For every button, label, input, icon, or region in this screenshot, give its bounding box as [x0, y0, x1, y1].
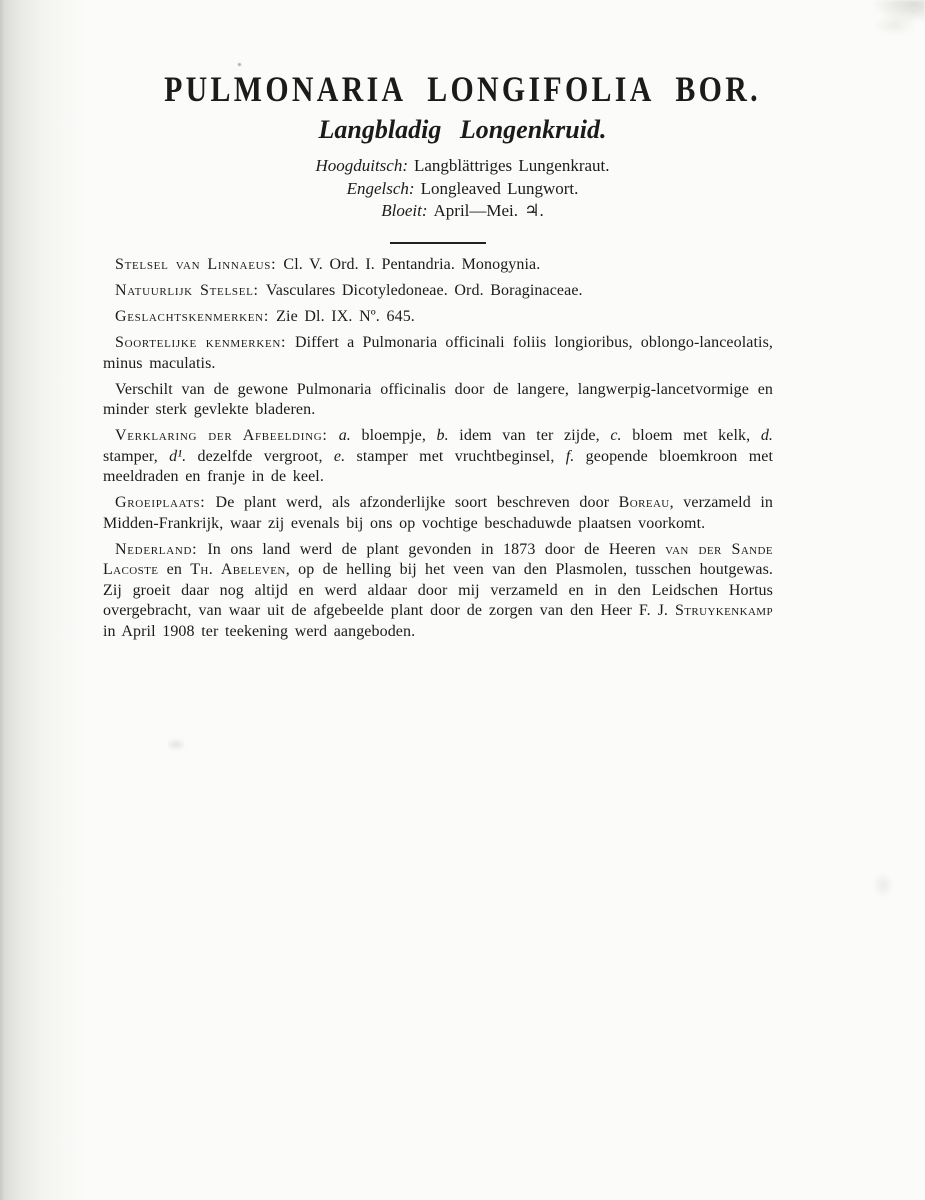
text-segment: idem van ter zijde, — [448, 427, 611, 444]
paragraph — [103, 426, 773, 488]
text-segment: c. — [610, 427, 622, 444]
text-segment: stamper met vruchtbeginsel, — [345, 447, 566, 465]
paragraph — [103, 380, 773, 421]
text-segment: Differt a Pulmonaria officinali foliis longioribus, oblongo-lanceolatis, minus maculatis. — [103, 334, 773, 372]
paper-smudge — [166, 738, 186, 751]
text-segment: Zie Dl. IX. Nº. 645. — [276, 308, 415, 325]
ink-speck — [238, 63, 241, 66]
page-title: PULMONARIA LONGIFOLIA BOR. — [164, 69, 761, 109]
text-segment: Vasculares Dicotyledoneae. Ord. Boraginaceae. — [265, 282, 583, 299]
text-segment: Soortelijke kenmerken: — [115, 334, 295, 351]
language-value: Longleaved Lungwort. — [420, 178, 579, 198]
text-segment: Natuurlijk Stelsel: — [115, 282, 266, 299]
divider-rule — [390, 242, 486, 244]
paragraph — [103, 281, 773, 302]
scan-corner-texture — [850, 0, 925, 45]
text-segment: d. — [760, 427, 774, 444]
text-segment: Cl. V. Ord. I. Pentandria. Monogynia. — [283, 256, 541, 273]
text-segment: De plant werd, als afzonderlijke soort beschreven door — [215, 494, 619, 511]
text-segment: stamper, — [103, 447, 170, 465]
text-segment: Nederland: — [115, 540, 208, 558]
text-segment: Verschilt van de gewone Pulmonaria officinalis door de langere, langwerpig-lancetvormige en minder sterk gevlekte bladeren. — [103, 380, 773, 418]
heading-block — [0, 69, 925, 244]
text-segment: geopende bloemkroon met meeldraden en franje in de keel. — [103, 447, 773, 485]
paragraph — [103, 540, 773, 643]
language-value: April—Mei. ♃. — [433, 201, 544, 220]
body-text — [103, 255, 773, 642]
language-block — [0, 155, 925, 223]
text-segment: en — [158, 561, 191, 578]
text-segment: b. — [436, 427, 449, 444]
text-segment: , verzameld in Midden-Frankrijk, waar zij evenals bij ons op vochtige beschaduwde plaatsen voorkomt. — [103, 494, 773, 532]
text-segment: van der Sande Lacoste — [103, 540, 773, 578]
text-segment: in April 1908 ter teekening werd aangeboden. — [103, 622, 416, 640]
paragraph — [103, 333, 773, 374]
paragraph — [103, 255, 773, 276]
paper-smudge — [872, 872, 894, 898]
language-label: Engelsch: — [346, 178, 415, 198]
language-line-bloeit — [0, 200, 925, 223]
page-subtitle: Langbladig Longenkruid. — [318, 115, 607, 144]
text-segment: e. — [333, 447, 346, 465]
text-segment: a. — [338, 427, 351, 444]
text-segment: , op de helling bij het veen van den Plasmolen, tusschen houtgewas. Zij groeit daar nog altijd en werd aldaar door mij verzameld en in den Leidschen Hortus overgebracht, van waar uit de afgebeelde plant door de zorgen van den Heer F. J. — [103, 561, 773, 619]
text-segment: Th. Abeleven — [190, 561, 286, 578]
text-segment: Struykenkamp — [674, 602, 773, 619]
text-segment: d¹. — [169, 447, 187, 465]
text-segment: bloem met kelk, — [621, 427, 761, 444]
text-segment: f. — [565, 447, 575, 465]
language-line-hoogduitsch — [0, 155, 925, 178]
language-label: Bloeit: — [381, 201, 428, 220]
text-segment: In ons land werd de plant gevonden in 1873 door de Heeren — [207, 540, 666, 558]
language-value: Langblättriges Lungenkraut. — [413, 156, 610, 175]
paragraph — [103, 493, 773, 534]
paragraph — [103, 307, 773, 328]
text-segment: Verklaring der Afbeelding: — [115, 427, 339, 444]
body-paragraphs — [103, 255, 773, 642]
text-segment: Groeiplaats: — [115, 494, 216, 511]
language-label: Hoogduitsch: — [315, 156, 408, 175]
text-segment: bloempje, — [350, 427, 437, 444]
text-segment: Geslachtskenmerken: — [115, 308, 277, 325]
text-segment: Boreau — [618, 494, 670, 511]
text-segment: dezelfde vergroot, — [186, 447, 334, 465]
text-segment: Stelsel van Linnaeus: — [115, 256, 284, 273]
language-line-engelsch — [0, 178, 925, 201]
